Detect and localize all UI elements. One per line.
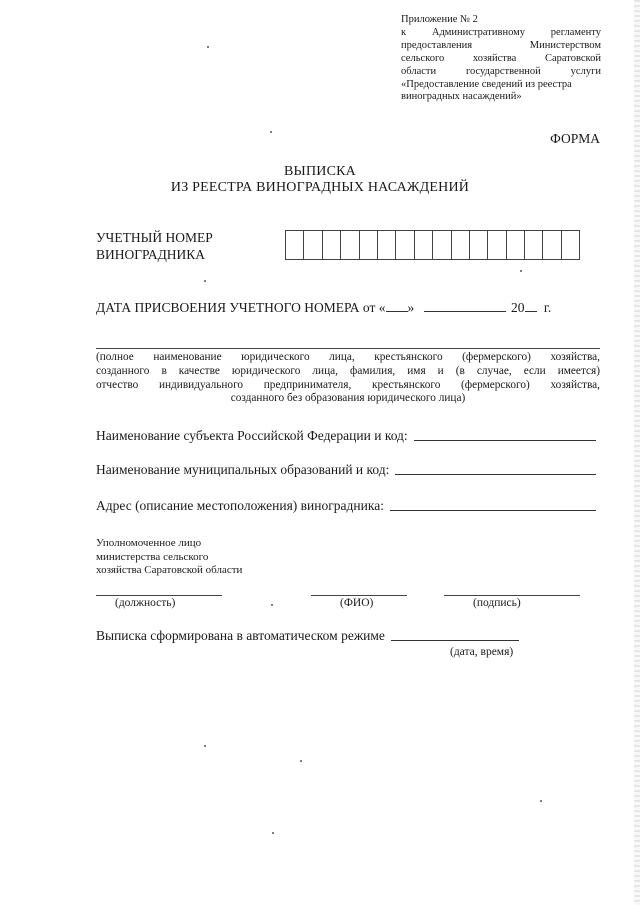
signature-caption: (подпись) <box>473 597 521 609</box>
registration-cell[interactable] <box>377 230 396 260</box>
year-prefix: 20 <box>511 300 525 315</box>
appendix-line: «Предоставление сведений из реестра <box>401 78 572 90</box>
appendix-line: виноградных насаждений» <box>401 91 522 103</box>
full-name-caption: (ФИО) <box>340 597 374 609</box>
registration-cell[interactable] <box>285 230 304 260</box>
caption-line: отчество индивидуального предпринимателя, крестьянского (фермерского) хозяйства, <box>96 378 600 391</box>
authorized-official <box>96 537 242 578</box>
subject-label: Наименование субъекта Российской Федерации и код: <box>96 428 408 443</box>
address-blank[interactable] <box>390 509 596 511</box>
registration-cell[interactable] <box>542 230 561 260</box>
municipal-label: Наименование муниципальных образований и код: <box>96 462 390 477</box>
generated-label: Выписка сформирована в автоматическом режиме <box>96 628 385 643</box>
subject-field <box>96 428 596 444</box>
scan-speck <box>300 760 302 762</box>
applicant-name-caption <box>96 351 600 406</box>
appendix-line: области государственной услуги <box>401 65 601 77</box>
document-title: ВЫПИСКА <box>284 164 356 179</box>
datetime-blank[interactable] <box>391 640 519 641</box>
scan-speck <box>271 604 273 606</box>
registration-cell[interactable] <box>340 230 359 260</box>
month-blank[interactable] <box>424 311 506 312</box>
year-blank[interactable] <box>525 311 537 312</box>
position-blank[interactable] <box>96 595 222 596</box>
appendix-note <box>401 14 601 104</box>
appendix-line: Приложение № 2 <box>401 14 478 25</box>
registration-cell[interactable] <box>524 230 543 260</box>
appendix-line: сельского хозяйства Саратовской <box>401 52 601 64</box>
caption-line: (полное наименование юридического лица, крестьянского (фермерского) хозяйства, <box>96 351 600 363</box>
form-label: ФОРМА <box>550 131 600 146</box>
day-close-quote: » <box>407 300 415 315</box>
municipal-field <box>96 462 596 478</box>
official-line: Уполномоченное лицо <box>96 537 202 549</box>
registration-cell[interactable] <box>303 230 322 260</box>
scan-speck <box>204 745 206 747</box>
assignment-date-line <box>96 300 551 316</box>
generated-line <box>96 628 519 644</box>
scan-speck <box>207 46 209 48</box>
appendix-line: к Административному регламенту <box>401 26 601 38</box>
subject-blank[interactable] <box>414 439 596 441</box>
official-line: министерства сельского <box>96 550 209 563</box>
year-suffix: г. <box>543 300 552 315</box>
registration-cell[interactable] <box>432 230 451 260</box>
caption-line: созданного без образования юридического лица) <box>230 392 466 405</box>
address-field <box>96 498 596 514</box>
scan-speck <box>270 131 272 133</box>
registration-number-label <box>96 229 213 263</box>
datetime-caption: (дата, время) <box>450 646 514 658</box>
address-label: Адрес (описание местоположения) виноградника: <box>96 498 384 513</box>
scan-speck <box>540 800 542 802</box>
scan-speck <box>272 832 274 834</box>
day-blank[interactable] <box>386 311 408 312</box>
registration-cell[interactable] <box>395 230 414 260</box>
registration-label-line: ВИНОГРАДНИКА <box>96 247 206 262</box>
registration-cell[interactable] <box>322 230 341 260</box>
official-line: хозяйства Саратовской области <box>96 564 243 576</box>
position-caption: (должность) <box>115 597 176 609</box>
registration-cell[interactable] <box>487 230 506 260</box>
full-name-blank[interactable] <box>311 595 407 596</box>
scan-edge <box>634 0 640 905</box>
assignment-date-label: ДАТА ПРИСВОЕНИЯ УЧЕТНОГО НОМЕРА от « <box>96 300 386 315</box>
applicant-name-line[interactable] <box>96 348 600 349</box>
registration-label-line: УЧЕТНЫЙ НОМЕР <box>96 230 213 245</box>
municipal-blank[interactable] <box>395 473 596 475</box>
registration-cell[interactable] <box>414 230 433 260</box>
registration-cell[interactable] <box>561 230 580 260</box>
scan-speck <box>520 270 522 272</box>
registration-cell[interactable] <box>451 230 470 260</box>
registration-cell[interactable] <box>506 230 525 260</box>
registration-number-grid[interactable] <box>285 230 579 260</box>
scan-speck <box>204 280 206 282</box>
registration-cell[interactable] <box>359 230 378 260</box>
registration-cell[interactable] <box>469 230 488 260</box>
document-subtitle: ИЗ РЕЕСТРА ВИНОГРАДНЫХ НАСАЖДЕНИЙ <box>170 180 470 195</box>
signature-blank[interactable] <box>444 595 580 596</box>
appendix-line: предоставления Министерством <box>401 39 601 51</box>
caption-line: созданного в качестве юридического лица, фамилия, имя и (в случае, если имеется) <box>96 364 600 377</box>
